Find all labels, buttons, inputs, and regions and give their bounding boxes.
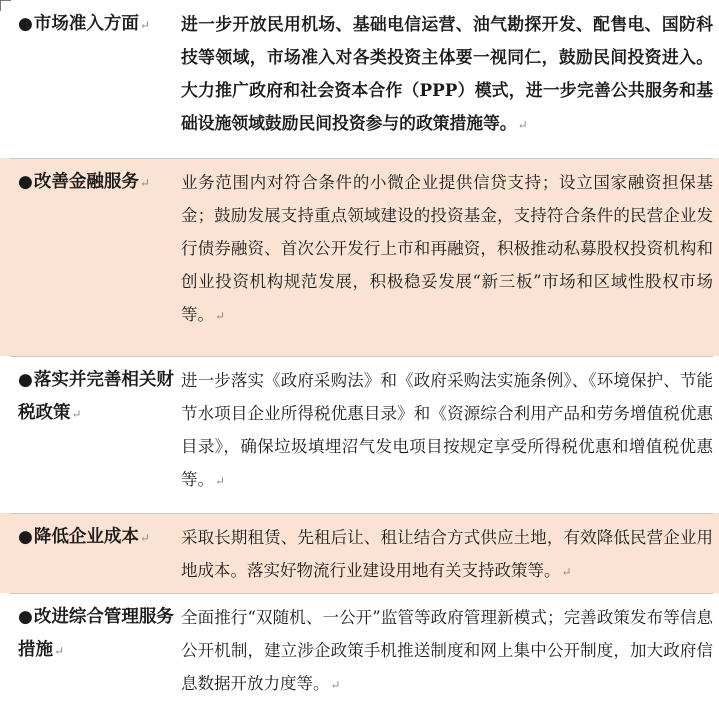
row-title-cell <box>18 364 178 431</box>
table-row-fiscal-tax-policy <box>0 356 719 513</box>
row-body: 采取长期租赁、先租后让、租让结合方式供应土地，有效降低民营企业用地成本。落实好物流行业建设用地有关支持政策等。 <box>181 528 713 580</box>
row-body: 业务范围内对符合条件的小微企业提供信贷支持；设立国家融资担保基金；鼓励发展支持重点领域建设的投资基金，支持符合条件的民营企业发行债券融资、首次公开发行上市和再融资，积极推动私募股权投资机构和创业投资机构规范发展，积极稳妥发展“新三板”市场和区域性股权市场等。 <box>181 173 713 324</box>
row-divider <box>10 513 713 514</box>
bullet-icon: ● <box>18 607 33 627</box>
row-divider <box>10 158 713 159</box>
row-body-cell <box>181 166 713 333</box>
paragraph-mark-icon: ↵ <box>54 644 65 658</box>
bullet-icon: ● <box>18 14 33 34</box>
row-title: 降低企业成本 <box>33 527 139 547</box>
row-divider <box>10 593 713 594</box>
row-body: 全面推行“双随机、一公开”监管等政府管理新模式；完善政策发布等信息公开机制，建立涉企政策手机推送制度和网上集中公开制度，加大政府信息数据开放力度等。 <box>181 608 713 693</box>
row-body-cell <box>181 601 713 702</box>
row-title-cell <box>18 521 178 555</box>
table-row-management-services <box>0 593 719 710</box>
table-row-reduce-costs <box>0 513 719 593</box>
paragraph-mark-icon: ↵ <box>215 309 226 323</box>
row-title-cell <box>18 8 178 42</box>
row-title: 市场准入方面 <box>33 14 139 34</box>
paragraph-mark-icon: ↵ <box>561 565 572 579</box>
paragraph-mark-icon: ↵ <box>139 18 150 32</box>
table-row-market-access <box>0 0 719 158</box>
row-title-cell <box>18 166 178 200</box>
row-body-cell <box>181 521 713 589</box>
bullet-icon: ● <box>18 172 33 192</box>
paragraph-mark-icon: ↵ <box>139 176 150 190</box>
row-title-cell <box>18 601 178 668</box>
row-body: 进一步落实《政府采购法》和《政府采购法实施条例》、《环境保护、节能节水项目企业所得税优惠目录》和《资源综合利用产品和劳务增值税优惠目录》，确保垃圾填埋沼气发电项目按规定享受所得税优惠和增值税优惠等。 <box>181 371 713 489</box>
row-divider <box>10 356 713 357</box>
paragraph-mark-icon: ↵ <box>139 531 150 545</box>
row-title: 改进综合管理服务措施 <box>18 607 174 660</box>
row-body-cell <box>181 364 713 498</box>
table-row-financial-services <box>0 158 719 356</box>
paragraph-mark-icon: ↵ <box>517 118 528 132</box>
paragraph-mark-icon: ↵ <box>71 407 82 421</box>
row-title: 改善金融服务 <box>33 172 139 192</box>
row-title: 落实并完善相关财税政策 <box>18 370 174 423</box>
paragraph-mark-icon: ↵ <box>330 678 341 692</box>
bullet-icon: ● <box>18 527 33 547</box>
bullet-icon: ● <box>18 370 33 390</box>
row-body: 进一步开放民用机场、基础电信运营、油气勘探开发、配售电、国防科技等领域，市场准入对各类投资主体要一视同仁，鼓励民间投资进入。大力推广政府和社会资本合作（PPP）模式，进一步完善公共服务和基础设施领域鼓励民间投资参与的政策措施等。 <box>181 14 713 133</box>
paragraph-mark-icon: ↵ <box>215 474 226 488</box>
row-body-cell <box>181 8 713 142</box>
